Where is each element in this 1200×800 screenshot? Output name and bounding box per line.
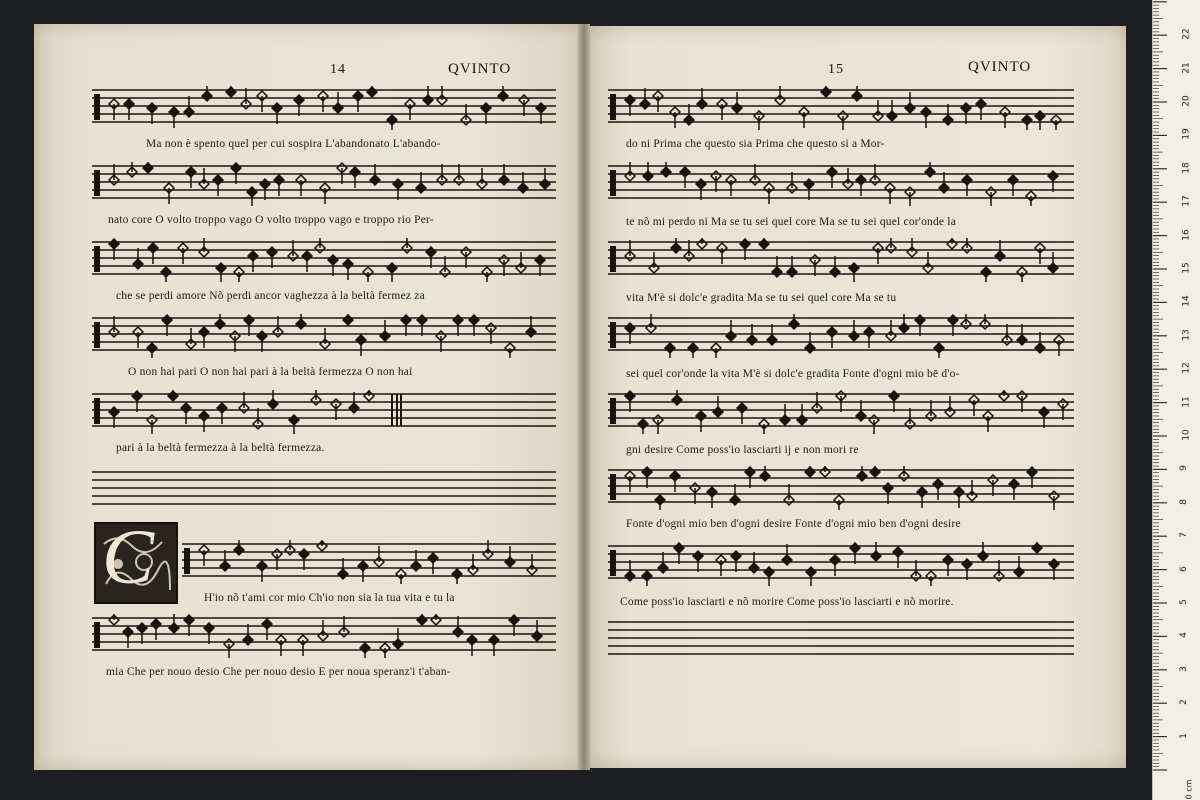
left-running-head: QVINTO <box>448 61 512 77</box>
empty-staff <box>92 468 556 508</box>
music-staff <box>92 162 556 202</box>
ruler-number: 7 <box>1178 532 1189 539</box>
ruler-number: 16 <box>1181 228 1192 241</box>
right-page-number: 15 <box>828 62 844 77</box>
ruler-number: 1 <box>1178 732 1189 739</box>
music-staff <box>92 238 556 278</box>
music-staff <box>92 390 556 430</box>
ruler-number: 21 <box>1181 61 1192 74</box>
ruler-number: 9 <box>1178 465 1189 472</box>
lyric-line: vita M'è si dolc'e gradita Ma se tu sei quel core Ma se tu <box>626 292 897 304</box>
lyric-line: Ma non è spento quel per cui sospira L'abandonato L'abando- <box>146 138 441 150</box>
music-staff <box>92 86 556 126</box>
left-page-number: 14 <box>330 62 346 77</box>
ruler-number: 14 <box>1181 295 1192 308</box>
lyric-line: pari à la beltà fermezza à la beltà fermezza. <box>116 442 325 454</box>
ruler-number: 15 <box>1181 262 1192 274</box>
measurement-ruler <box>1152 0 1200 800</box>
lyric-line: Fonte d'ogni mio ben d'ogni desire Fonte d'ogni mio ben d'ogni desire <box>626 518 961 530</box>
right-running-head: QVINTO <box>968 59 1032 75</box>
music-staff <box>608 86 1074 126</box>
lyric-line: nato core O volto troppo vago O volto troppo vago e troppo rio Per- <box>108 214 434 226</box>
music-staff <box>608 542 1074 582</box>
music-staff <box>608 390 1074 430</box>
music-staff <box>608 466 1074 506</box>
music-staff <box>608 238 1074 278</box>
empty-staff <box>608 618 1074 658</box>
ruler-number: 12 <box>1181 362 1192 374</box>
ruler-unit-label: 0 cm <box>1184 779 1194 800</box>
lyric-line: O non hai pari O non hai pari à la beltà fermezza O non hai <box>128 366 413 378</box>
music-staff <box>608 162 1074 202</box>
ruler-number: 18 <box>1181 162 1192 174</box>
book-gutter <box>578 24 590 770</box>
ruler-number: 20 <box>1181 95 1192 107</box>
lyric-line: do ni Prima che questo sia Prima che questo si a Mor- <box>626 138 885 150</box>
lyric-line: gni desire Come poss'io lasciarti ij e non mori re <box>626 444 859 456</box>
music-staff <box>92 314 556 354</box>
lyric-line: che se perdi amore Nõ perdi ancor vaghezza à la beltà fermez za <box>116 290 425 302</box>
ruler-number: 13 <box>1181 329 1192 341</box>
ruler-number: 5 <box>1178 599 1189 605</box>
initial-letter: C <box>102 513 155 600</box>
lyric-line: Come poss'io lasciarti e nõ morire Come poss'io lasciarti e nõ morire. <box>620 596 954 608</box>
ruler-number: 11 <box>1181 395 1192 408</box>
decorated-initial <box>94 513 178 604</box>
music-staff <box>608 314 1074 354</box>
lyric-line: H'io nõ t'ami cor mio Ch'io non sia la tua vita e tu la <box>204 592 455 604</box>
music-staff <box>182 540 556 580</box>
ruler-number: 4 <box>1178 632 1189 639</box>
ruler-number: 17 <box>1181 195 1192 207</box>
music-staff <box>92 614 556 654</box>
ruler-number: 2 <box>1178 699 1189 706</box>
ruler-number: 3 <box>1178 665 1189 672</box>
ruler-number: 10 <box>1181 429 1192 441</box>
lyric-line: mia Che per nouo desio Che per nouo desio E per noua speranz'i t'aban- <box>106 666 451 678</box>
lyric-line: sei quel cor'onde la vita M'è si dolc'e gradita Fonte d'ogni mio bē d'o- <box>626 368 960 380</box>
ruler-number: 22 <box>1181 28 1192 40</box>
lyric-line: te nõ mi perdo ni Ma se tu sei quel core Ma se tu sei quel cor'onde la <box>626 216 956 228</box>
ruler-number: 19 <box>1181 128 1192 141</box>
ruler-number: 6 <box>1178 565 1189 572</box>
ruler-number: 8 <box>1178 498 1189 505</box>
